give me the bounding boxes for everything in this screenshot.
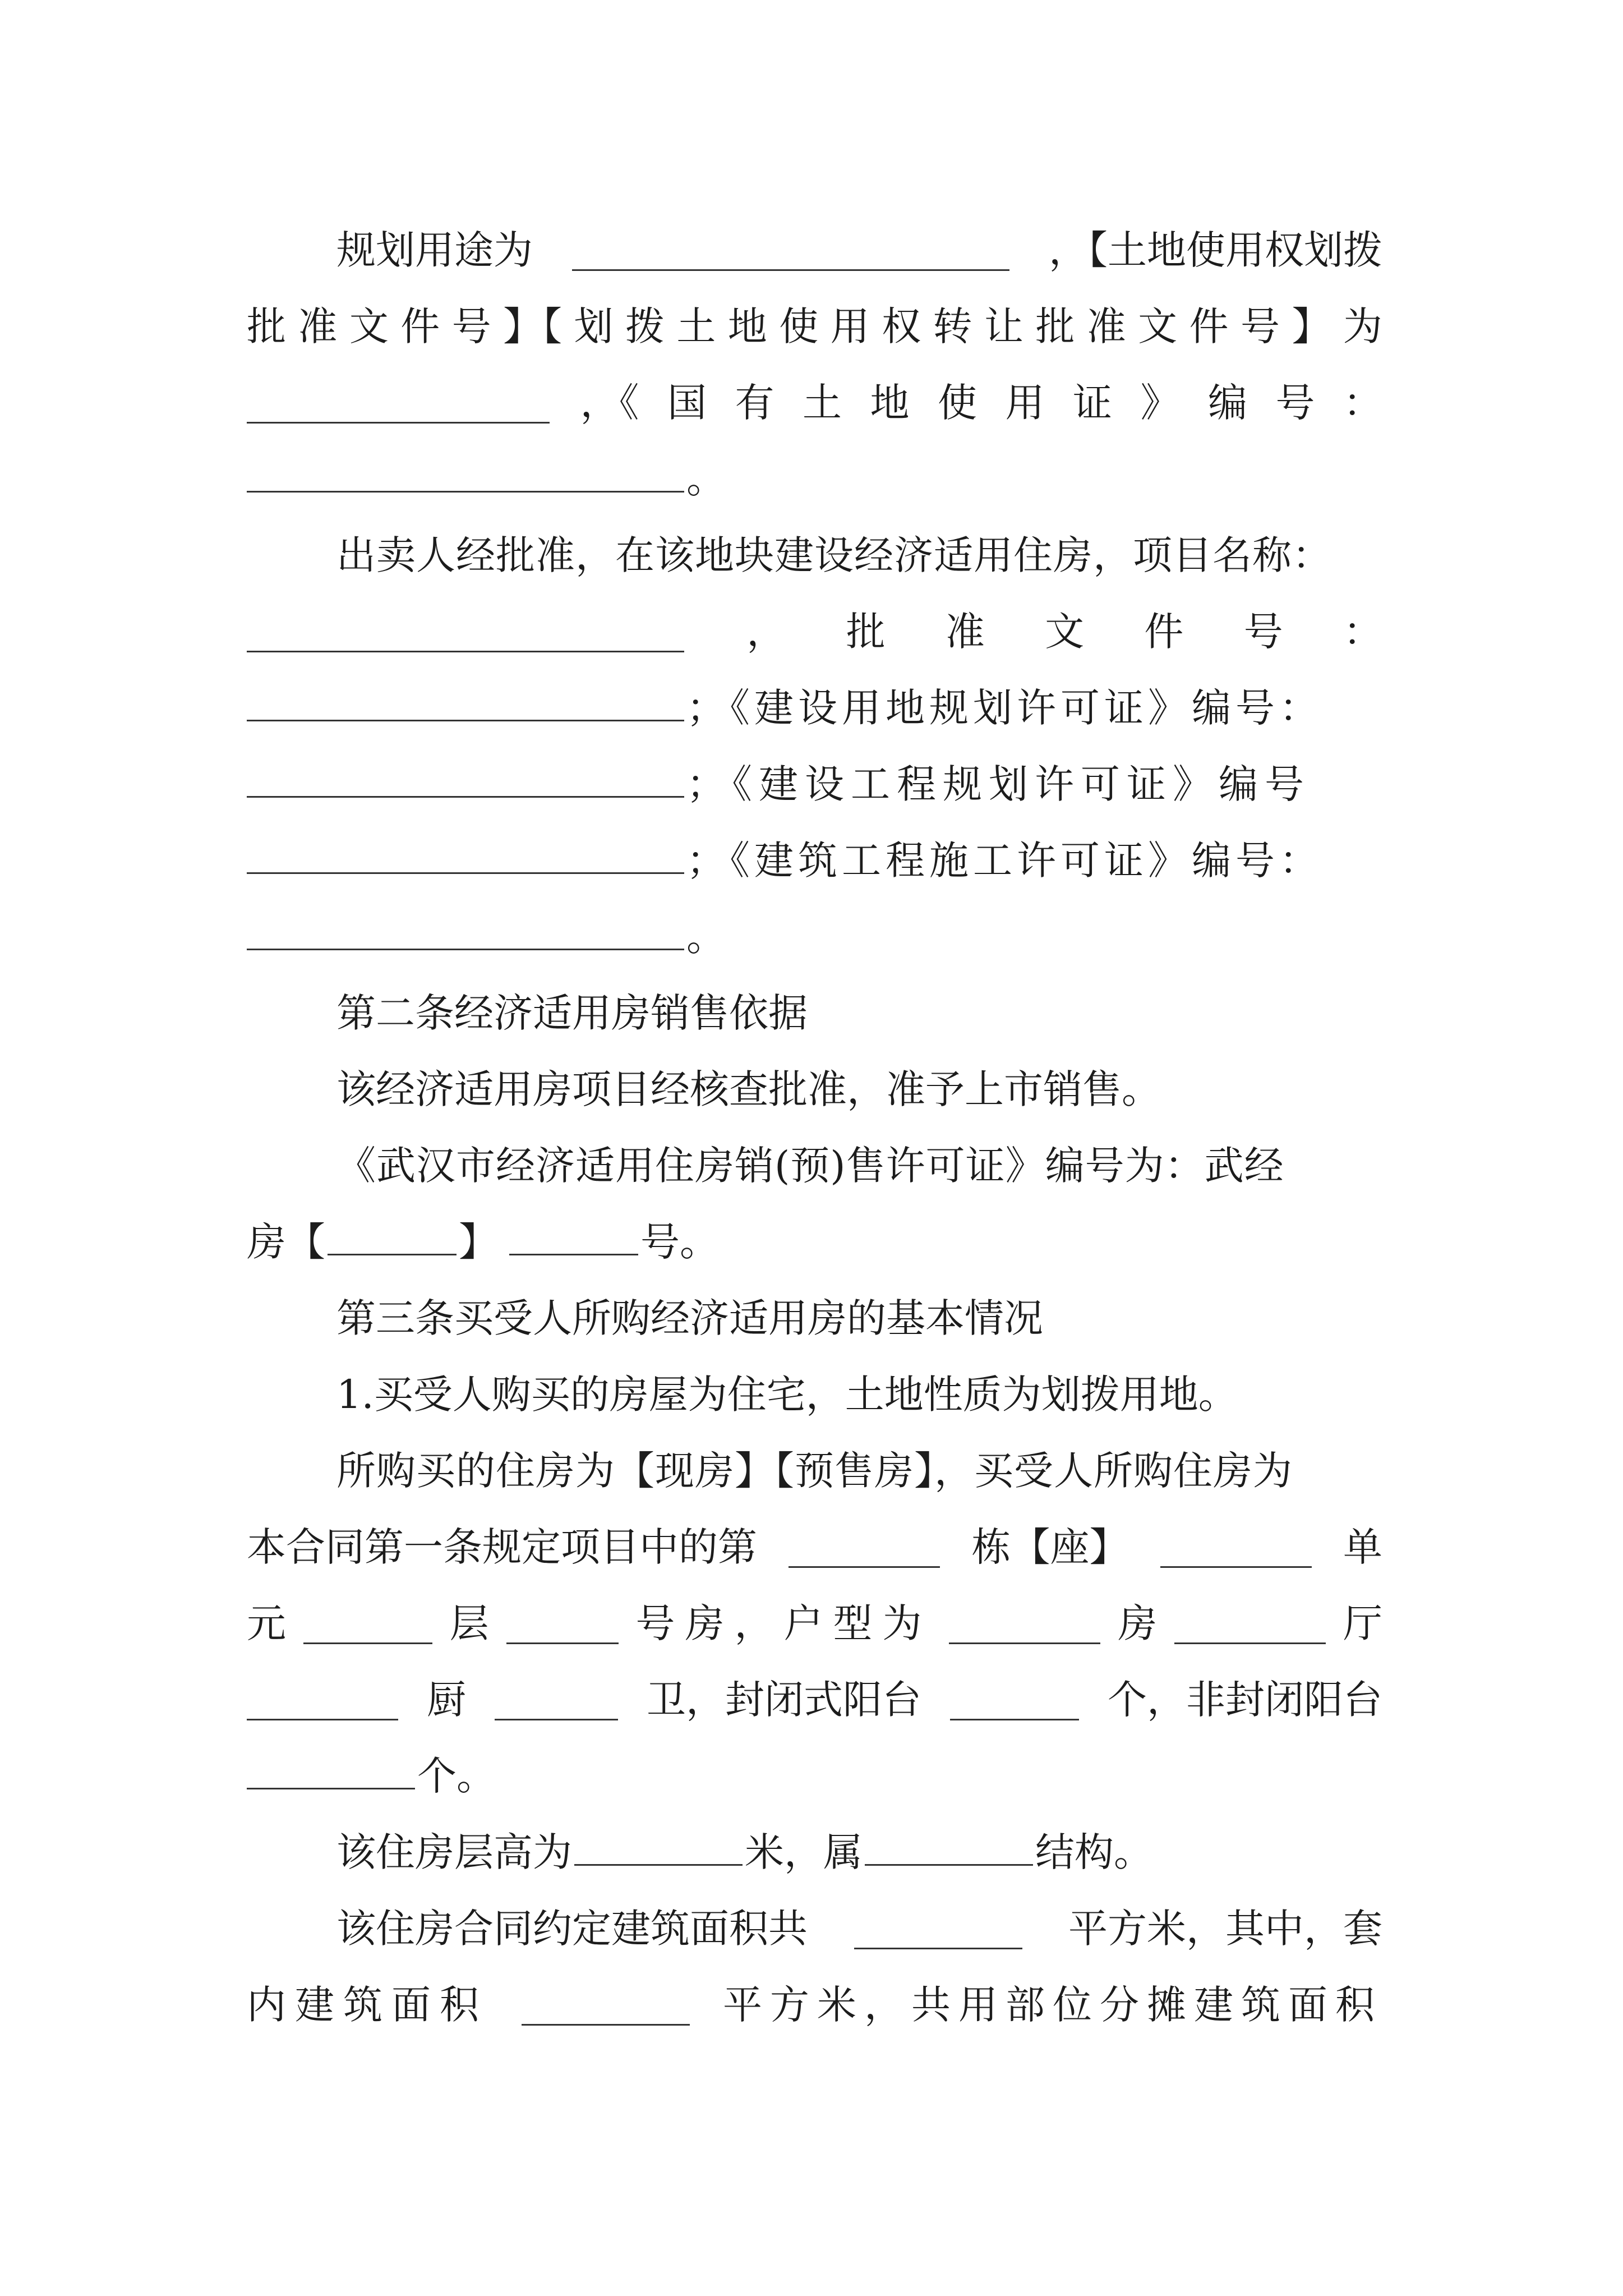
text-line bbox=[247, 1967, 1382, 2043]
text-char: 件 bbox=[400, 303, 440, 349]
text-char: 用 bbox=[830, 303, 870, 349]
text-line bbox=[247, 441, 1382, 517]
text-char: ，《 bbox=[580, 380, 639, 426]
blank-field[interactable] bbox=[328, 1214, 457, 1255]
text-char: 土 bbox=[803, 380, 842, 426]
text-char: 使 bbox=[938, 380, 977, 426]
text-char: 土 bbox=[676, 303, 716, 349]
text-char: 国 bbox=[667, 380, 707, 426]
text-char: 文 bbox=[1045, 609, 1085, 655]
blank-field[interactable] bbox=[247, 680, 684, 721]
text-char: ： bbox=[1343, 380, 1382, 426]
text-line bbox=[247, 1585, 1382, 1662]
text-char: 编 bbox=[1208, 380, 1247, 426]
blank-field[interactable] bbox=[572, 230, 1009, 271]
text-line bbox=[247, 899, 1382, 975]
blank-field[interactable] bbox=[1160, 1527, 1312, 1568]
text-char: ： bbox=[1343, 609, 1382, 655]
text-char: 号 bbox=[1243, 609, 1283, 655]
blank-field[interactable] bbox=[789, 1527, 940, 1568]
text-char: 文 bbox=[349, 303, 389, 349]
document-page bbox=[247, 212, 1382, 2043]
text-line bbox=[247, 1738, 1382, 1814]
text-segment: ；《建筑工程施工许可证》编号： bbox=[686, 838, 1323, 884]
text-segment: 平方米，其中，套 bbox=[1068, 1906, 1382, 1952]
text-char: 转 bbox=[933, 303, 972, 349]
text-char: 有 bbox=[735, 380, 774, 426]
text-segment: 卫，封闭式阳台 bbox=[647, 1677, 921, 1723]
text-char: 批 bbox=[846, 609, 886, 655]
text-segment: 。 bbox=[686, 456, 726, 502]
blank-field[interactable] bbox=[522, 1985, 690, 2026]
blank-field[interactable] bbox=[247, 452, 684, 493]
text-char: 划 bbox=[574, 303, 614, 349]
text-line bbox=[247, 1509, 1382, 1585]
text-char: 】【 bbox=[503, 303, 562, 349]
text-segment: ，【土地使用权划拨 bbox=[1049, 227, 1382, 273]
text-segment: 本合同第一条规定项目中的第 bbox=[247, 1524, 757, 1570]
text-line bbox=[247, 1662, 1382, 1738]
text-line bbox=[247, 288, 1382, 365]
text-segment: 号房，户型为 bbox=[635, 1600, 932, 1646]
blank-field[interactable] bbox=[854, 1908, 1022, 1949]
text-segment: 该住房合同约定建筑面积共 bbox=[336, 1906, 808, 1952]
blank-field[interactable] bbox=[574, 1825, 743, 1866]
text-segment: 1.买受人购买的房屋为住宅，土地性质为划拨用地。 bbox=[336, 1372, 1238, 1418]
text-char: 文 bbox=[1138, 303, 1178, 349]
text-segment: 结构。 bbox=[1035, 1829, 1153, 1875]
text-char: 准 bbox=[298, 303, 338, 349]
text-char: 件 bbox=[1144, 609, 1184, 655]
section-heading bbox=[247, 1280, 1382, 1356]
text-segment: 该经济适用房项目经核查批准，准予上市销售。 bbox=[336, 1066, 1161, 1112]
text-char: 为 bbox=[1343, 303, 1382, 349]
text-segment: 】 bbox=[459, 1219, 498, 1265]
text-segment: 第二条经济适用房销售依据 bbox=[336, 990, 808, 1036]
text-line bbox=[247, 365, 1382, 441]
text-segment: 元 bbox=[247, 1600, 286, 1646]
text-line bbox=[247, 1128, 1382, 1204]
text-char: ， bbox=[746, 609, 786, 655]
text-segment: 米，属 bbox=[745, 1829, 863, 1875]
text-char: 使 bbox=[779, 303, 819, 349]
text-line bbox=[247, 1890, 1382, 1967]
text-char: 权 bbox=[882, 303, 921, 349]
text-segment: 房【 bbox=[247, 1219, 325, 1265]
text-segment: 出卖人经批准，在该地块建设经济适用住房，项目名称： bbox=[336, 532, 1332, 578]
text-char: 号 bbox=[1275, 380, 1315, 426]
text-char: 准 bbox=[1086, 303, 1126, 349]
blank-field[interactable] bbox=[509, 1214, 638, 1255]
blank-field[interactable] bbox=[247, 611, 684, 652]
text-char: 让 bbox=[984, 303, 1023, 349]
text-line bbox=[247, 746, 1382, 822]
text-segment: 平方米，共用部位分摊建筑面积 bbox=[723, 1982, 1382, 2028]
text-char: 地 bbox=[870, 380, 910, 426]
text-segment: 《武汉市经济适用住房销(预)售许可证》编号为：武经 bbox=[336, 1143, 1284, 1189]
text-line bbox=[247, 1051, 1382, 1128]
text-line bbox=[247, 1433, 1382, 1509]
blank-field[interactable] bbox=[247, 757, 684, 798]
text-segment: 层 bbox=[449, 1600, 489, 1646]
text-char: 用 bbox=[1005, 380, 1045, 426]
blank-field[interactable] bbox=[247, 833, 684, 874]
text-segment: 规划用途为 bbox=[336, 227, 533, 273]
text-char: 件 bbox=[1189, 303, 1229, 349]
text-char: 】 bbox=[1292, 303, 1331, 349]
text-segment: 单 bbox=[1343, 1524, 1382, 1570]
text-line bbox=[247, 822, 1382, 899]
text-line bbox=[247, 1814, 1382, 1890]
text-char: 拨 bbox=[625, 303, 665, 349]
text-line bbox=[247, 670, 1382, 746]
text-char: 批 bbox=[247, 303, 286, 349]
text-segment: 号。 bbox=[640, 1219, 719, 1265]
text-char: 证 bbox=[1073, 380, 1112, 426]
text-segment: 厨 bbox=[427, 1677, 466, 1723]
text-segment: ；《建设工程规划许可证》编号 bbox=[686, 761, 1311, 807]
blank-field[interactable] bbox=[247, 1680, 398, 1720]
text-segment: 所购买的住房为【现房】【预售房】，买受人所购住房为 bbox=[336, 1448, 1293, 1494]
text-char: 》 bbox=[1140, 380, 1180, 426]
blank-field[interactable] bbox=[506, 1603, 619, 1644]
text-line bbox=[247, 212, 1382, 288]
section-heading bbox=[247, 975, 1382, 1051]
blank-field[interactable] bbox=[495, 1680, 618, 1720]
blank-field[interactable] bbox=[247, 909, 684, 950]
text-segment: 该住房层高为 bbox=[336, 1829, 572, 1875]
text-segment: 个。 bbox=[417, 1753, 496, 1799]
text-char: 批 bbox=[1035, 303, 1075, 349]
text-segment: 。 bbox=[686, 914, 726, 960]
text-char: 号 bbox=[1241, 303, 1280, 349]
text-segment: 房 bbox=[1118, 1600, 1158, 1646]
text-char: 准 bbox=[945, 609, 985, 655]
text-line bbox=[247, 1356, 1382, 1433]
blank-field[interactable] bbox=[247, 383, 550, 424]
blank-field[interactable] bbox=[865, 1825, 1033, 1866]
blank-field[interactable] bbox=[950, 1680, 1079, 1720]
blank-field[interactable] bbox=[247, 1749, 415, 1789]
text-segment: 栋【座】 bbox=[971, 1524, 1129, 1570]
text-segment: 厅 bbox=[1343, 1600, 1382, 1646]
text-segment: 内建筑面积 bbox=[247, 1982, 488, 2028]
text-line bbox=[247, 1204, 1382, 1280]
blank-field[interactable] bbox=[1174, 1603, 1326, 1644]
text-segment: 第三条买受人所购经济适用房的基本情况 bbox=[336, 1295, 1043, 1341]
text-line bbox=[247, 517, 1382, 593]
blank-field[interactable] bbox=[303, 1603, 432, 1644]
text-segment: ；《建设用地规划许可证》编号： bbox=[686, 685, 1323, 731]
text-char: 地 bbox=[727, 303, 767, 349]
text-line bbox=[247, 593, 1382, 670]
text-char: 号 bbox=[451, 303, 491, 349]
blank-field[interactable] bbox=[949, 1603, 1100, 1644]
text-segment: 个，非封闭阳台 bbox=[1108, 1677, 1382, 1723]
